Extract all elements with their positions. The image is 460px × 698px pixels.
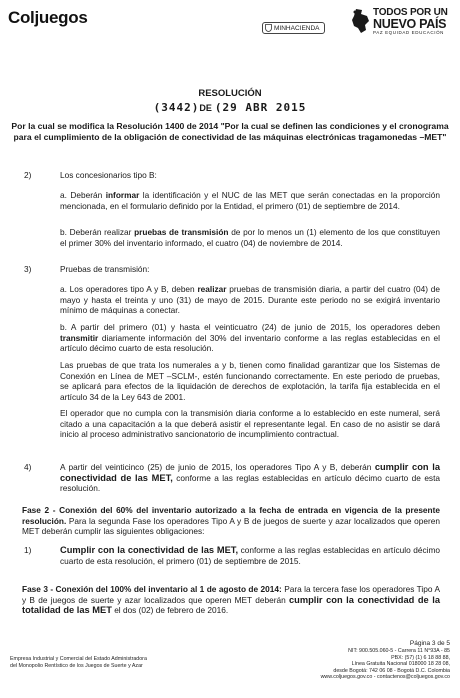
- item-3-number: 3): [24, 264, 32, 274]
- item-2b-bold: pruebas de transmisión: [134, 227, 229, 237]
- fase-3-heading: Fase 3 - Conexión del 100% del inventario al 1 de agosto de 2014:: [22, 584, 282, 594]
- colombia-shield-icon: [265, 24, 272, 32]
- minhacienda-logo: [262, 22, 325, 34]
- fase-2-item-number: 1): [24, 545, 32, 555]
- item-3b-post: diariamente información del 30% del inventario conforme a las reglas establecidas en el artículo décimo cuarto de esta resolución.: [60, 332, 440, 353]
- resolution-title: RESOLUCIÓN: [198, 88, 262, 99]
- slogan-line3: PAZ EQUIDAD EDUCACIÓN: [373, 30, 445, 35]
- item-2a-post: la identificación y el NUC de las MET que serán conectadas en la proporción mencionada, en el formulario definido por la Entidad, el primero (01) de septiembre de 2014.: [60, 190, 440, 211]
- fase-3-text: Para la tercera fase los operadores Tipo A y B de juegos de suerte y azar localizados que operen MET deberán: [22, 584, 440, 605]
- resolution-date: 29 ABR 2015: [222, 101, 307, 114]
- item-2b-paragraph: [60, 227, 440, 248]
- item-2b-pre: b. Deberán realizar: [60, 227, 135, 237]
- number-open-paren: (: [153, 101, 162, 114]
- fase-2-item-post: conforme a las reglas establecidas en artículo décimo cuarto de esta resolución, el primero (01) de septiembre de 2015.: [60, 545, 441, 566]
- item-4-number: 4): [24, 462, 32, 472]
- item-2a-paragraph: [60, 190, 440, 211]
- item-3-heading: Pruebas de transmisión:: [60, 264, 150, 274]
- resolution-number: 3442: [161, 101, 192, 114]
- minhacienda-label: MINHACIENDA: [274, 24, 320, 32]
- item-3-paragraph-1: Las pruebas de que trata los numerales a y b, tienen como finalidad garantizar que los Sistemas de Conexión en Línea de MET –SCLM-, estén funcionando correctamente. En este periodo de pruebas, se aplicará para efectos de la liquidación de derechos de explotación, la tarifa fija establecida en el artículo 34 de la Ley 643 de 2001.: [60, 360, 440, 402]
- de-label: DE: [199, 103, 212, 113]
- footer-left-line1: Empresa Industrial y Comercial del Estado Administradora: [10, 656, 147, 662]
- page-footer: [0, 640, 460, 698]
- footer-right-line1: NIT: 900.505.060-5 - Carrera 11 N°93A - 85: [348, 648, 450, 654]
- date-open-paren: (: [214, 101, 223, 114]
- slogan-line1: TODOS POR UN: [373, 7, 448, 18]
- fase-2-text: Para la segunda Fase los operadores Tipo A y B de juegos de suerte y azar localizados que operen MET deberán cumplir las siguientes obligaciones:: [22, 515, 440, 536]
- fase-2-heading: Fase 2 - Conexión del 60% del inventario autorizado a la fecha de entrada en vigencia de la presente resolución.: [22, 505, 440, 526]
- fase-3-bold: cumplir con la conectividad de la totalidad de las MET: [22, 594, 440, 615]
- item-4-bold: cumplir con la conectividad de las MET,: [60, 462, 441, 483]
- fase-2-item-bold: Cumplir con la conectividad de las MET,: [60, 545, 239, 555]
- item-3a-bold: realizar: [197, 284, 227, 294]
- item-3a-post: pruebas de transmisión diaria, a partir del cuatro (04) de mayo y hasta el treinta y uno (31) de mayo de 2015. Durante este periodo no se exigirá inventario mínimo de máquinas a conectar.: [60, 284, 440, 315]
- number-close-paren: ): [191, 101, 200, 114]
- footer-left-line2: del Monopolio Rentístico de los Juegos de Suerte y Azar: [10, 662, 143, 669]
- footer-right-line5: www.coljuegos.gov.co - contactenos@coljuegos.gov.co: [320, 674, 450, 681]
- footer-right-line3: Línea Gratuita Nacional 018000 18 28 08,: [351, 661, 450, 668]
- resolution-subject: Por la cual se modifica la Resolución 1400 de 2014 "Por la cual se definen las condiciones y el cronograma para el cumplimiento de la obligación de conectividad de las máquinas electrónicas tragamonedas –MET": [11, 121, 449, 142]
- item-4-paragraph: [60, 462, 440, 494]
- footer-right-line4: desde Bogotá: 742 06 08 - Bogotá D.C. Colombia: [333, 667, 450, 674]
- colombia-map-icon: [350, 8, 370, 34]
- footer-right: [321, 640, 450, 681]
- item-2b-post: de por lo menos un (1) elemento de los que constituyen el primer 30% del inventario informado, el cuatro (04) de noviembre de 2014.: [60, 227, 440, 248]
- item-3a-paragraph: [60, 284, 440, 316]
- fase-3-paragraph: [22, 584, 440, 616]
- item-3a-pre: a. Los operadores tipo A y B, deben: [60, 284, 198, 294]
- resolution-number-line: [0, 101, 460, 114]
- footer-right-line2: PBX: (57) (1) 6 18 88 88,: [391, 654, 450, 661]
- item-2a-pre: a. Deberán: [60, 190, 106, 200]
- page-header: [0, 0, 460, 52]
- coljuegos-logo: Coljuegos: [8, 8, 88, 27]
- item-3b-paragraph: [60, 322, 440, 354]
- fase-2-item-paragraph: [60, 545, 440, 566]
- slogan-line2: NUEVO PAÍS: [373, 17, 447, 31]
- item-2a-bold: informar: [105, 190, 140, 200]
- item-4-post: conforme a las reglas establecidas en artículo décimo cuarto de esta resolución.: [60, 472, 440, 493]
- fase-3-post: el dos (02) de febrero de 2016.: [111, 605, 229, 615]
- item-3b-bold: transmitir: [60, 332, 99, 343]
- todos-por-un-nuevo-pais-logo: [350, 8, 448, 36]
- footer-left: [10, 656, 147, 669]
- item-2-heading: Los concesionarios tipo B:: [60, 170, 157, 180]
- item-3-paragraph-2: El operador que no cumpla con la transmisión diaria conforme a lo establecido en este numeral, será citado a una capacitación a la que deberá asistir el representante legal. En caso de no asistir se dará inicio al proceso administrativo sancionatorio de incumplimiento contractual.: [60, 408, 440, 439]
- page-number: Página 3 de 5: [409, 640, 450, 647]
- fase-2-paragraph: [22, 505, 440, 537]
- item-2-number: 2): [24, 170, 32, 180]
- item-3b-pre: b. A partir del primero (01) y hasta el veinticuatro (24) de junio de 2015, los operadores deben: [60, 322, 440, 332]
- item-4-pre: A partir del veinticinco (25) de junio de 2015, los operadores Tipo A y B, deberán: [60, 462, 375, 472]
